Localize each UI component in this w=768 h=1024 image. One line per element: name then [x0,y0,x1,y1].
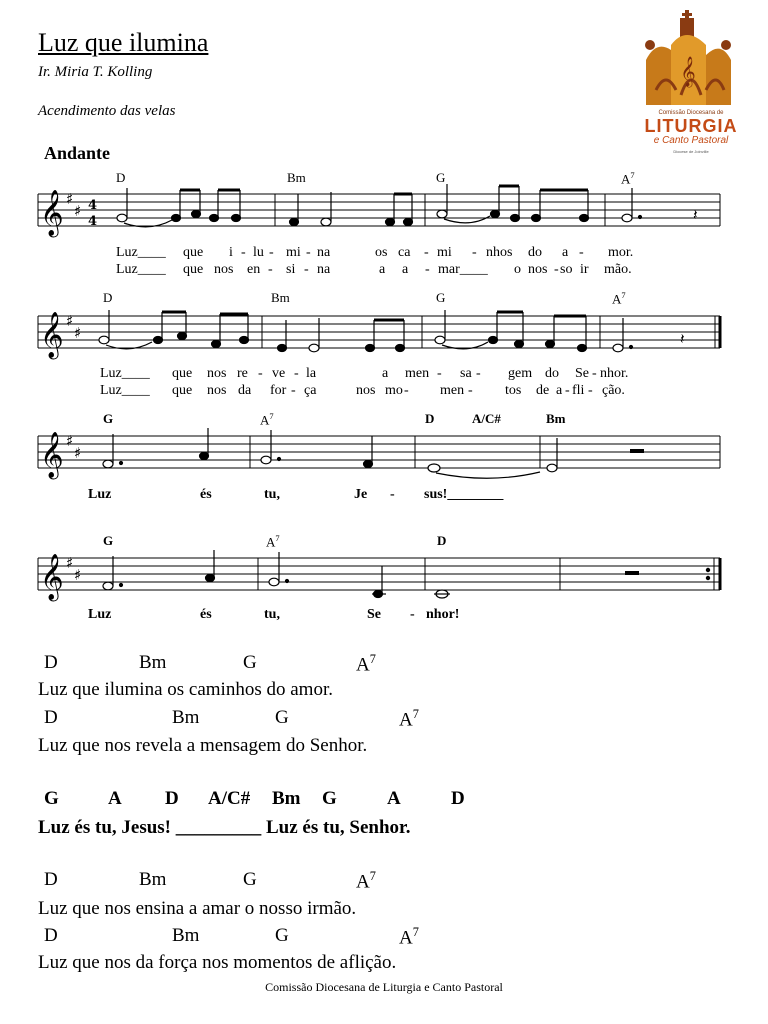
lyric-syllable: Se [367,607,381,622]
lyric-syllable: mão. [604,262,632,277]
lyric-syllable: - [565,383,570,398]
svg-text:𝄞: 𝄞 [40,554,64,600]
chord: G [103,533,114,548]
lyric-syllable: - [472,245,477,260]
block-chord: G [322,788,337,809]
staff-system-3 [0,422,768,492]
lyric-syllable: que [183,262,204,277]
block-lyric-line: Luz que nos ensina a amar o nosso irmão. [38,898,357,919]
lyric-syllable: ve [272,366,286,381]
lyric-syllable: mi [286,245,301,260]
chord: $A^7$ [621,170,635,187]
block-chord: G [243,652,257,673]
lyric-syllable: Je [354,487,368,502]
lyric-syllable: mo [385,383,403,398]
staff-system-1 [0,180,768,250]
lyric-syllable: i [229,245,233,260]
block-chord: $A^7$ [399,925,419,949]
lyric-syllable: a [402,262,409,277]
lyric-syllable: Se [575,366,589,381]
chord: D [425,411,435,426]
block-chord: G [275,707,289,728]
lyric-syllable: men [405,366,430,381]
svg-text:𝄞: 𝄞 [40,190,64,236]
lyric-syllable: - [410,607,415,622]
lyric-syllable: ir [580,262,589,277]
logo-line2: LITURGIA [644,116,738,136]
chord: D [116,170,126,185]
page-footer: Comissão Diocesana de Liturgia e Canto Pastoral [265,980,503,994]
lyric-syllable: - [425,262,430,277]
lyric-syllable: nhor. [600,366,629,381]
lyric-syllable: do [528,245,542,260]
lyric-syllable: - [588,383,593,398]
chord: Bm [287,170,306,185]
lyric-syllable: na [317,262,331,277]
block-lyric-line: Luz que ilumina os caminhos do amor. [38,679,333,700]
svg-text:𝄽: 𝄽 [693,206,698,224]
lyric-syllable: for [270,383,287,398]
lyric-syllable: nos [207,366,227,381]
lyric-syllable: que [172,383,193,398]
block-lyric-line: Luz és tu, Jesus! _________ Luz és tu, Senhor. [38,817,411,838]
lyric-syllable: os [375,245,388,260]
song-author: Ir. Miria T. Kolling [38,64,153,80]
svg-text:♯: ♯ [66,190,74,208]
lyric-syllable: nos [207,383,227,398]
lyric-syllable: - [269,245,274,260]
chord: $A^7$ [260,411,274,428]
lyric-syllable: nos [214,262,234,277]
lyric-syllable: ça [304,383,317,398]
block-chord: D [165,788,179,809]
staff-system-2 [0,302,768,372]
lyric-syllable: - [579,245,584,260]
staff-system-4 [0,544,768,614]
song-title: Luz que ilumina [38,28,209,57]
svg-text:♯: ♯ [74,202,82,220]
lyric-syllable: - [306,245,311,260]
lyric-syllable: de [536,383,550,398]
block-chord: G [275,925,289,946]
lyric-syllable: mar____ [438,262,488,277]
lyric-syllable: da [238,383,252,398]
lyric-syllable: la [306,366,317,381]
lyric-syllable: - [304,262,309,277]
svg-text:4: 4 [88,214,98,229]
chord: Bm [546,411,566,426]
lyric-syllable: - [437,366,442,381]
svg-text:𝄞: 𝄞 [40,432,64,478]
block-chord: A/C# [208,788,251,809]
lyric-syllable: fli [572,383,585,398]
lyric-syllable: en [247,262,261,277]
block-chord: Bm [172,925,200,946]
lyric-syllable: sus!________ [424,487,504,502]
lyric-syllable: - [476,366,481,381]
chord: Bm [271,290,290,305]
chord: D [437,533,447,548]
block-chord: G [44,788,59,809]
lyric-syllable: sa [460,366,472,381]
svg-text:♯: ♯ [66,312,74,330]
svg-text:♯: ♯ [74,566,82,584]
lyric-syllable: a [562,245,569,260]
lyric-syllable: a [379,262,386,277]
lyric-syllable: gem [508,366,533,381]
lyric-syllable: Luz____ [116,262,166,277]
block-chord: Bm [272,788,301,809]
lyric-syllable: és [200,487,212,502]
lyric-syllable: so [560,262,573,277]
svg-text:♯: ♯ [74,324,82,342]
svg-text:♯: ♯ [74,444,82,462]
lyric-syllable: - [258,366,263,381]
lyric-syllable: - [291,383,296,398]
lyric-syllable: - [294,366,299,381]
lyric-syllable: Luz [88,607,112,622]
chord: G [436,170,446,185]
lyric-syllable: - [424,245,429,260]
logo-line3: e Canto Pastoral [653,135,729,146]
lyric-syllable: men [440,383,465,398]
block-chord: $A^7$ [399,707,419,731]
logo-line4: Diocese de Joinville [673,149,709,154]
block-chord: Bm [139,652,167,673]
block-chord: D [44,652,58,673]
lyric-syllable: o [514,262,521,277]
lyric-syllable: ca [398,245,411,260]
lyric-syllable: - [404,383,409,398]
lyric-syllable: que [172,366,193,381]
block-chord: $A^7$ [356,652,376,676]
block-lyric-line: Luz que nos revela a mensagem do Senhor. [38,735,368,756]
svg-text:𝄞: 𝄞 [680,57,696,87]
lyric-syllable: tu, [264,487,280,502]
lyric-syllable: re [237,366,248,381]
lyric-syllable: és [200,607,212,622]
lyric-syllable: - [268,262,273,277]
lyric-syllable: que [183,245,204,260]
svg-text:𝄽: 𝄽 [680,330,685,348]
lyric-syllable: nos [356,383,376,398]
cathedral-logo-icon [636,10,746,110]
svg-text:♯: ♯ [66,554,74,572]
block-chord: A [387,788,401,809]
block-chord: Bm [172,707,200,728]
lyric-syllable: na [317,245,331,260]
chord: A/C# [472,411,501,426]
lyric-syllable: mi [437,245,452,260]
chord: $A^7$ [266,533,280,550]
lyric-syllable: - [554,262,559,277]
chord: G [103,411,114,426]
lyric-syllable: nhor! [426,607,460,622]
block-chord: D [44,925,58,946]
block-chord: A [108,788,122,809]
svg-text:𝄞: 𝄞 [40,312,64,358]
block-chord: D [44,707,58,728]
lyric-syllable: - [390,487,395,502]
song-subtitle: Acendimento das velas [38,103,176,119]
lyric-syllable: Luz____ [100,383,150,398]
lyric-syllable: Luz____ [100,366,150,381]
svg-text:4: 4 [88,198,98,213]
chord: D [103,290,113,305]
block-chord: D [451,788,465,809]
lyric-syllable: a [382,366,389,381]
lyric-syllable: a [556,383,563,398]
block-chord: G [243,869,257,890]
lyric-syllable: ção. [602,383,625,398]
block-chord: D [44,869,58,890]
lyric-syllable: do [545,366,559,381]
lyric-syllable: nhos [486,245,513,260]
lyric-syllable: tu, [264,607,280,622]
lyric-syllable: nos [528,262,548,277]
lyric-syllable: - [468,383,473,398]
lyric-syllable: Luz____ [116,245,166,260]
block-chord: Bm [139,869,167,890]
diocesan-logo [636,10,746,158]
chord: $A^7$ [612,290,626,307]
lyric-syllable: - [592,366,597,381]
lyric-syllable: mor. [608,245,634,260]
block-lyric-line: Luz que nos da força nos momentos de aflição. [38,952,397,973]
svg-text:♯: ♯ [66,432,74,450]
lyric-syllable: lu [253,245,264,260]
chord: G [436,290,446,305]
logo-line1: Comissão Diocesana de [658,110,724,116]
tempo-marking: Andante [44,143,111,163]
lyric-syllable: tos [505,383,522,398]
lyric-syllable: si [286,262,296,277]
lyric-syllable: Luz [88,487,112,502]
lyric-syllable: - [241,245,246,260]
block-chord: $A^7$ [356,869,376,893]
